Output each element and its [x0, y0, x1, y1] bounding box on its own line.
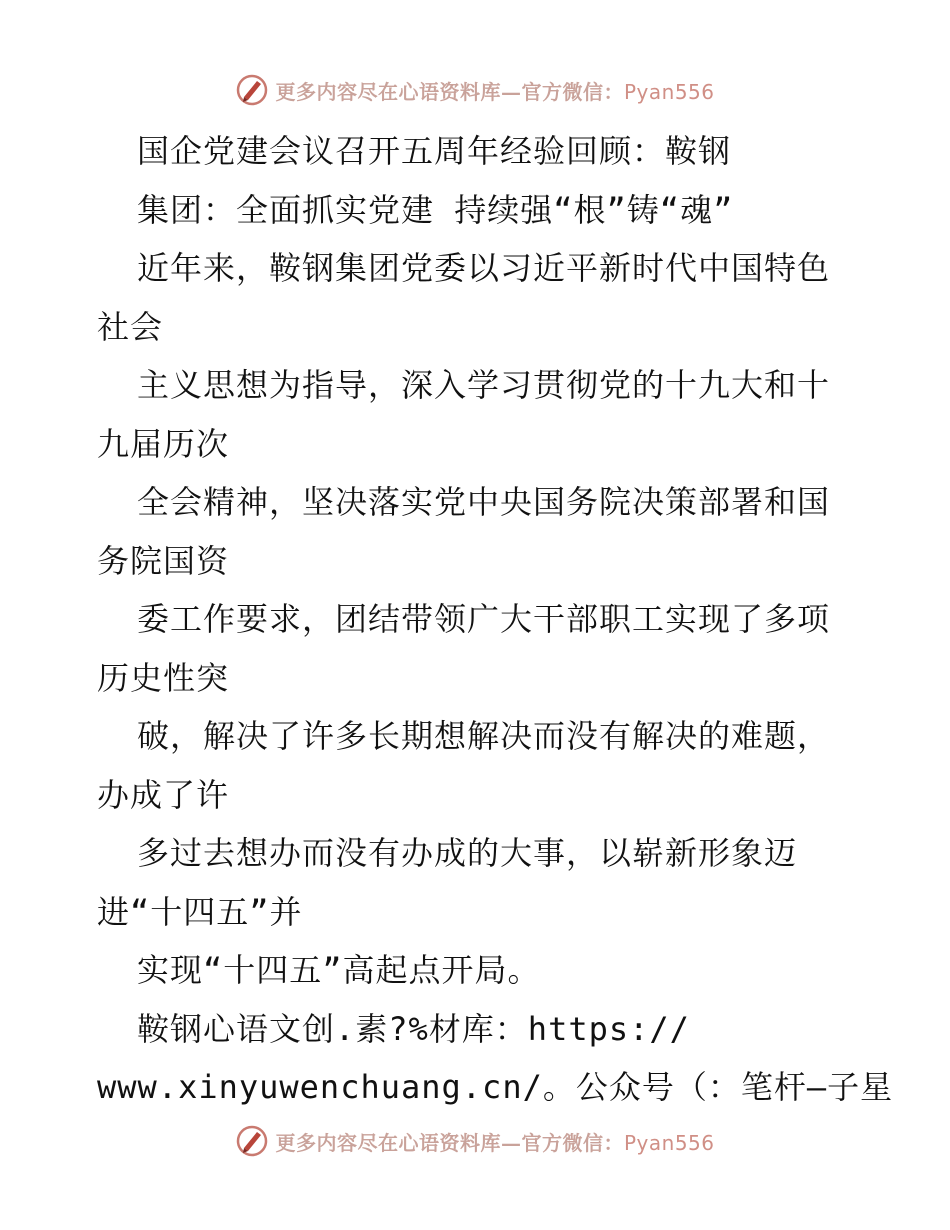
- body-line: 全会精神，坚决落实党中央国务院决策部署和国: [137, 483, 831, 521]
- document-body: [97, 122, 894, 1117]
- body-line: 进“十四五”并: [97, 892, 303, 931]
- watermark-dash: —: [500, 1130, 522, 1155]
- watermark-wechat-label: 官方微信：: [521, 79, 624, 104]
- watermark-footer: [0, 1121, 950, 1161]
- body-line: 历史性突: [97, 658, 230, 697]
- watermark-wechat-label: 官方微信：: [521, 1130, 624, 1155]
- body-line: 社会: [97, 307, 164, 346]
- watermark-text: [275, 76, 714, 105]
- watermark-dash: —: [500, 79, 522, 104]
- watermark-text: [275, 1127, 714, 1156]
- pen-logo-icon: [235, 73, 269, 107]
- body-line: 办成了许: [97, 775, 230, 814]
- watermark-wechat-id: Pyan556: [623, 79, 715, 104]
- body-line: 国企党建会议召开五周年经验回顾：鞍钢: [137, 132, 732, 170]
- body-line: 务院国资: [97, 541, 230, 580]
- body-line: www.xinyuwenchuang.cn/。公众号（：笔杆—子星: [97, 1068, 894, 1106]
- body-line: 近年来，鞍钢集团党委以习近平新时代中国特色: [137, 249, 831, 287]
- body-line: 集团：全面抓实党建 持续强“根”铸“魂”: [137, 190, 734, 229]
- body-line: 多过去想办而没有办成的大事，以崭新形象迈: [137, 834, 798, 872]
- body-line: 实现“十四五”高起点开局。: [137, 951, 541, 989]
- watermark-main-text: 更多内容尽在心语资料库: [275, 1130, 501, 1155]
- body-line: 委工作要求，团结带领广大干部职工实现了多项: [137, 600, 831, 638]
- body-line: 鞍钢心语文创.素?%材库：https://: [137, 1009, 690, 1048]
- watermark-main-text: 更多内容尽在心语资料库: [275, 79, 501, 104]
- body-line: 九届历次: [97, 424, 230, 463]
- body-line: 主义思想为指导，深入学习贯彻党的十九大和十: [137, 366, 831, 404]
- watermark-header: [0, 70, 950, 110]
- pen-logo-icon: [235, 1124, 269, 1158]
- watermark-wechat-id: Pyan556: [623, 1130, 715, 1155]
- body-line: 破，解决了许多长期想解决而没有解决的难题，: [137, 717, 831, 755]
